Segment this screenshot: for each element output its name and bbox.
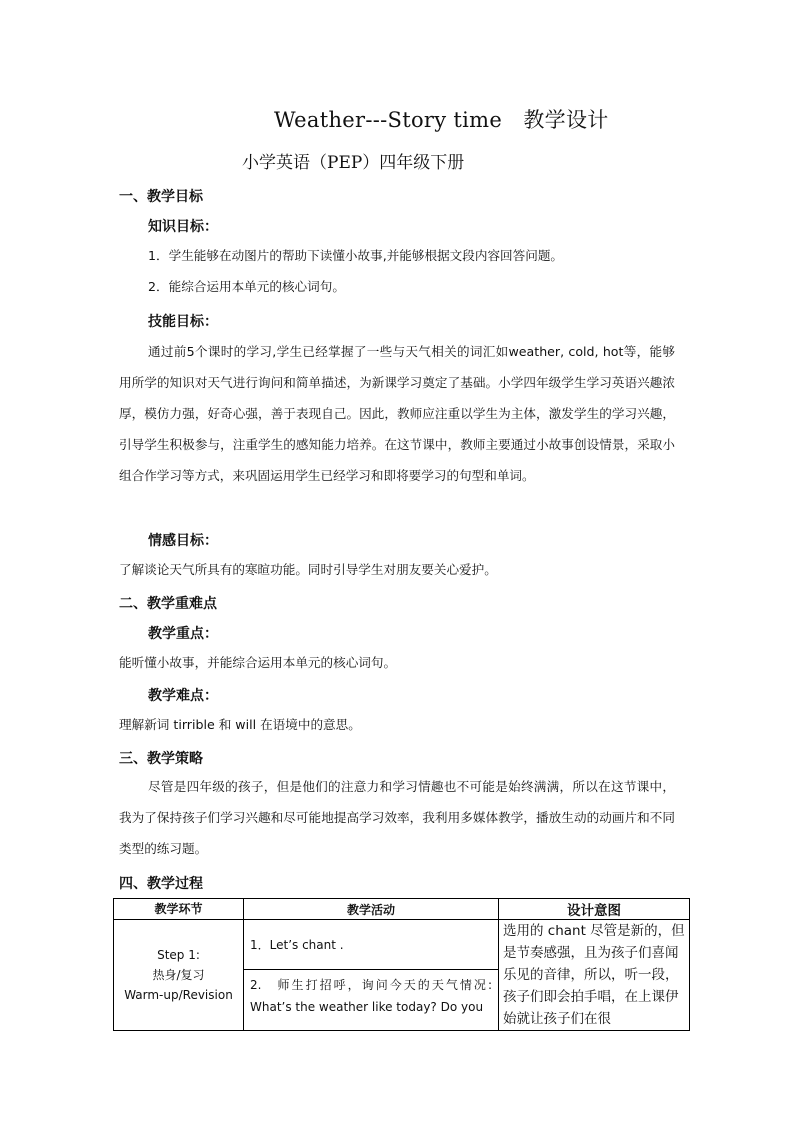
skill-paragraph-block [119,336,675,491]
activity-cell [244,920,499,970]
document-subtitle: 小学英语（PEP）四年级下册 [242,153,465,173]
section-heading: 三、教学策略 [119,751,203,767]
strategy-paragraph: 尽管是四年级的孩子，但是他们的注意力和学习情趣也不可能是始终满满，所以在这节课中，我为了保持孩子们学习兴趣和尽可能地提高学习效率，我利用多媒体教学，播放生动的动画片和不同类型的练习题。 [119,779,675,856]
step-cell [114,920,244,1031]
section-objectives [119,186,675,206]
section-heading: 四、教学过程 [119,876,203,892]
section-heading: 一、教学目标 [119,189,203,205]
header-cell: 教学活动 [244,899,499,920]
table-header-row [114,899,690,920]
table-row [114,920,690,970]
activity-2: 2. 师生打招呼，询问今天的天气情况: What’s the weather like today? Do you [250,978,492,1015]
activity-cell [244,970,499,1031]
key-text-block [119,647,675,678]
subheading-difficulty: 教学难点： [148,688,218,704]
knowledge-items [119,240,675,302]
subheading-key: 教学重点： [148,626,218,642]
knowledge-item-2: 2．能综合运用本单元的核心词句。 [148,279,345,294]
header-cell: 设计意图 [499,899,690,920]
knowledge-block [119,216,675,236]
diff-block [119,685,675,705]
document-title: Weather---Story time 教学设计 [274,108,609,132]
step-cn: 热身/复习 [152,968,205,982]
subheading-emotion: 情感目标： [148,533,218,549]
subheading-skill: 技能目标： [148,314,218,330]
knowledge-item-1: 1．学生能够在动图片的帮助下读懂小故事,并能够根据文段内容回答问题。 [148,248,564,263]
section-process [119,873,675,893]
strategy-paragraph-block [119,771,675,864]
key-block [119,623,675,643]
emotion-text-block [119,554,675,585]
skill-block [119,311,675,331]
section-heading: 二、教学重难点 [119,596,217,612]
header-cell: 教学环节 [114,899,244,920]
process-table [113,898,690,1031]
intent-cell: 选用的 chant 尽管是新的，但是节奏感强，且为孩子们喜闻乐见的音律，所以，听一段，孩子们即会拍手唱，在上课伊始就让孩子们在很 [499,920,690,1031]
diff-text-block [119,709,675,740]
section-strategy [119,748,675,768]
key-text: 能听懂小故事，并能综合运用本单元的核心词句。 [119,655,397,670]
emotion-block [119,530,675,550]
step-en2: Warm-up/Revision [124,988,233,1002]
skill-paragraph: 通过前5个课时的学习,学生已经掌握了一些与天气相关的词汇如weather, cold, hot等，能够用所学的知识对天气进行询问和简单描述，为新课学习奠定了基础。小学四年级学生学习英语兴趣浓厚，模仿力强，好奇心强，善于表现自己。因此，教师应注重以学生为主体，激发学生的学习兴趣，引导学生积极参与，注重学生的感知能力培养。在这节课中，教师主要通过小故事创设情景，采取小组合作学习等方式，来巩固运用学生已经学习和即将要学习的句型和单词。 [119,344,675,483]
emotion-text: 了解谈论天气所具有的寒暄功能。同时引导学生对朋友要关心爱护。 [119,562,497,577]
activity-1: 1．Let’s chant . [250,937,344,952]
subheading-knowledge: 知识目标： [148,219,218,235]
section-key-points [119,593,675,613]
step-en: Step 1: [157,948,200,962]
difficulty-text: 理解新词 tirrible 和 will 在语境中的意思。 [119,717,361,732]
